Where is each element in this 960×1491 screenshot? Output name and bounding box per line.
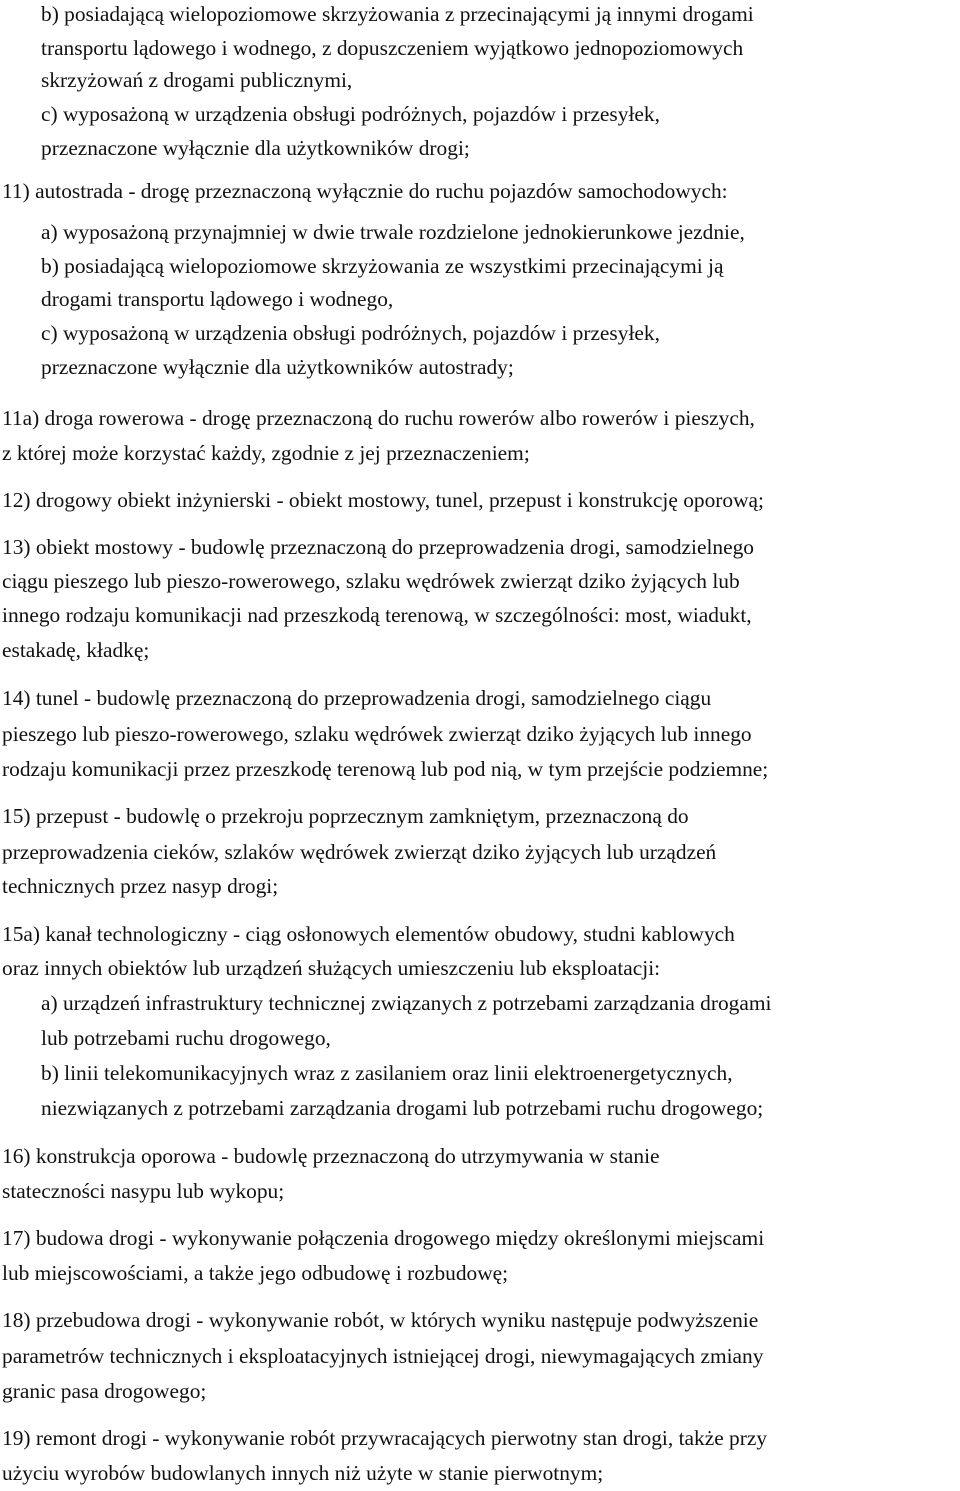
text-line: użyciu wyrobów budowlanych innych niż użyte w stanie pierwotnym; xyxy=(2,1461,604,1485)
text-line: a) urządzeń infrastruktury technicznej związanych z potrzebami zarządzania drogami xyxy=(41,991,772,1015)
text-line: b) linii telekomunikacyjnych wraz z zasilaniem oraz linii elektroenergetycznych, xyxy=(41,1061,733,1085)
text-line: 11a) droga rowerowa - drogę przeznaczoną do ruchu rowerów albo rowerów i pieszych, xyxy=(2,406,755,430)
text-line: skrzyżowań z drogami publicznymi, xyxy=(41,68,353,92)
text-line: c) wyposażoną w urządzenia obsługi podróżnych, pojazdów i przesyłek, xyxy=(41,102,660,126)
text-line: a) wyposażoną przynajmniej w dwie trwale rozdzielone jednokierunkowe jezdnie, xyxy=(41,220,745,244)
text-line: przeznaczone wyłącznie dla użytkowników autostrady; xyxy=(41,355,514,379)
text-line: 13) obiekt mostowy - budowlę przeznaczoną do przeprowadzenia drogi, samodzielnego xyxy=(2,535,754,559)
text-line: 16) konstrukcja oporowa - budowlę przeznaczoną do utrzymywania w stanie xyxy=(2,1144,660,1168)
text-line: oraz innych obiektów lub urządzeń służących umieszczeniu lub eksploatacji: xyxy=(2,956,661,980)
text-line: stateczności nasypu lub wykopu; xyxy=(2,1179,285,1203)
text-line: pieszego lub pieszo-rowerowego, szlaku wędrówek zwierząt dziko żyjących lub innego xyxy=(2,722,752,746)
text-line: 15) przepust - budowlę o przekroju poprzecznym zamkniętym, przeznaczoną do xyxy=(2,804,689,828)
text-line: przeznaczone wyłącznie dla użytkowników drogi; xyxy=(41,136,470,160)
text-line: drogami transportu lądowego i wodnego, xyxy=(41,287,394,311)
text-line: b) posiadającą wielopoziomowe skrzyżowania ze wszystkimi przecinającymi ją xyxy=(41,254,724,278)
text-line: 12) drogowy obiekt inżynierski - obiekt mostowy, tunel, przepust i konstrukcję oporową; xyxy=(2,488,764,512)
text-line: 18) przebudowa drogi - wykonywanie robót, w których wyniku następuje podwyższenie xyxy=(2,1308,759,1332)
text-line: 17) budowa drogi - wykonywanie połączenia drogowego między określonymi miejscami xyxy=(2,1226,765,1250)
text-line: estakadę, kładkę; xyxy=(2,638,150,662)
text-line: niezwiązanych z potrzebami zarządzania drogami lub potrzebami ruchu drogowego; xyxy=(41,1096,764,1120)
text-line: c) wyposażoną w urządzenia obsługi podróżnych, pojazdów i przesyłek, xyxy=(41,321,660,345)
text-line: przeprowadzenia cieków, szlaków wędrówek zwierząt dziko żyjących lub urządzeń xyxy=(2,840,717,864)
text-line: b) posiadającą wielopoziomowe skrzyżowania z przecinającymi ją innymi drogami xyxy=(41,2,754,26)
text-line: granic pasa drogowego; xyxy=(2,1379,207,1403)
text-line: lub potrzebami ruchu drogowego, xyxy=(41,1026,331,1050)
text-line: 19) remont drogi - wykonywanie robót przywracających pierwotny stan drogi, także przy xyxy=(2,1426,768,1450)
text-line: 14) tunel - budowlę przeznaczoną do przeprowadzenia drogi, samodzielnego ciągu xyxy=(2,686,712,710)
text-line: innego rodzaju komunikacji nad przeszkodą terenową, w szczególności: most, wiadukt, xyxy=(2,603,752,627)
text-line: rodzaju komunikacji przez przeszkodę terenową lub pod nią, w tym przejście podziemne; xyxy=(2,757,769,781)
text-line: ciągu pieszego lub pieszo-rowerowego, szlaku wędrówek zwierząt dziko żyjących lub xyxy=(2,569,740,593)
text-line: 15a) kanał technologiczny - ciąg osłonowych elementów obudowy, studni kablowych xyxy=(2,922,735,946)
text-line: parametrów technicznych i eksploatacyjnych istniejącej drogi, niewymagających zmiany xyxy=(2,1344,764,1368)
text-line: lub miejscowościami, a także jego odbudowę i rozbudowę; xyxy=(2,1261,509,1285)
text-line: technicznych przez nasyp drogi; xyxy=(2,874,279,898)
text-line: transportu lądowego i wodnego, z dopuszczeniem wyjątkowo jednopoziomowych xyxy=(41,36,744,60)
text-line: 11) autostrada - drogę przeznaczoną wyłącznie do ruchu pojazdów samochodowych: xyxy=(2,179,728,203)
text-line: z której może korzystać każdy, zgodnie z jej przeznaczeniem; xyxy=(2,441,530,465)
